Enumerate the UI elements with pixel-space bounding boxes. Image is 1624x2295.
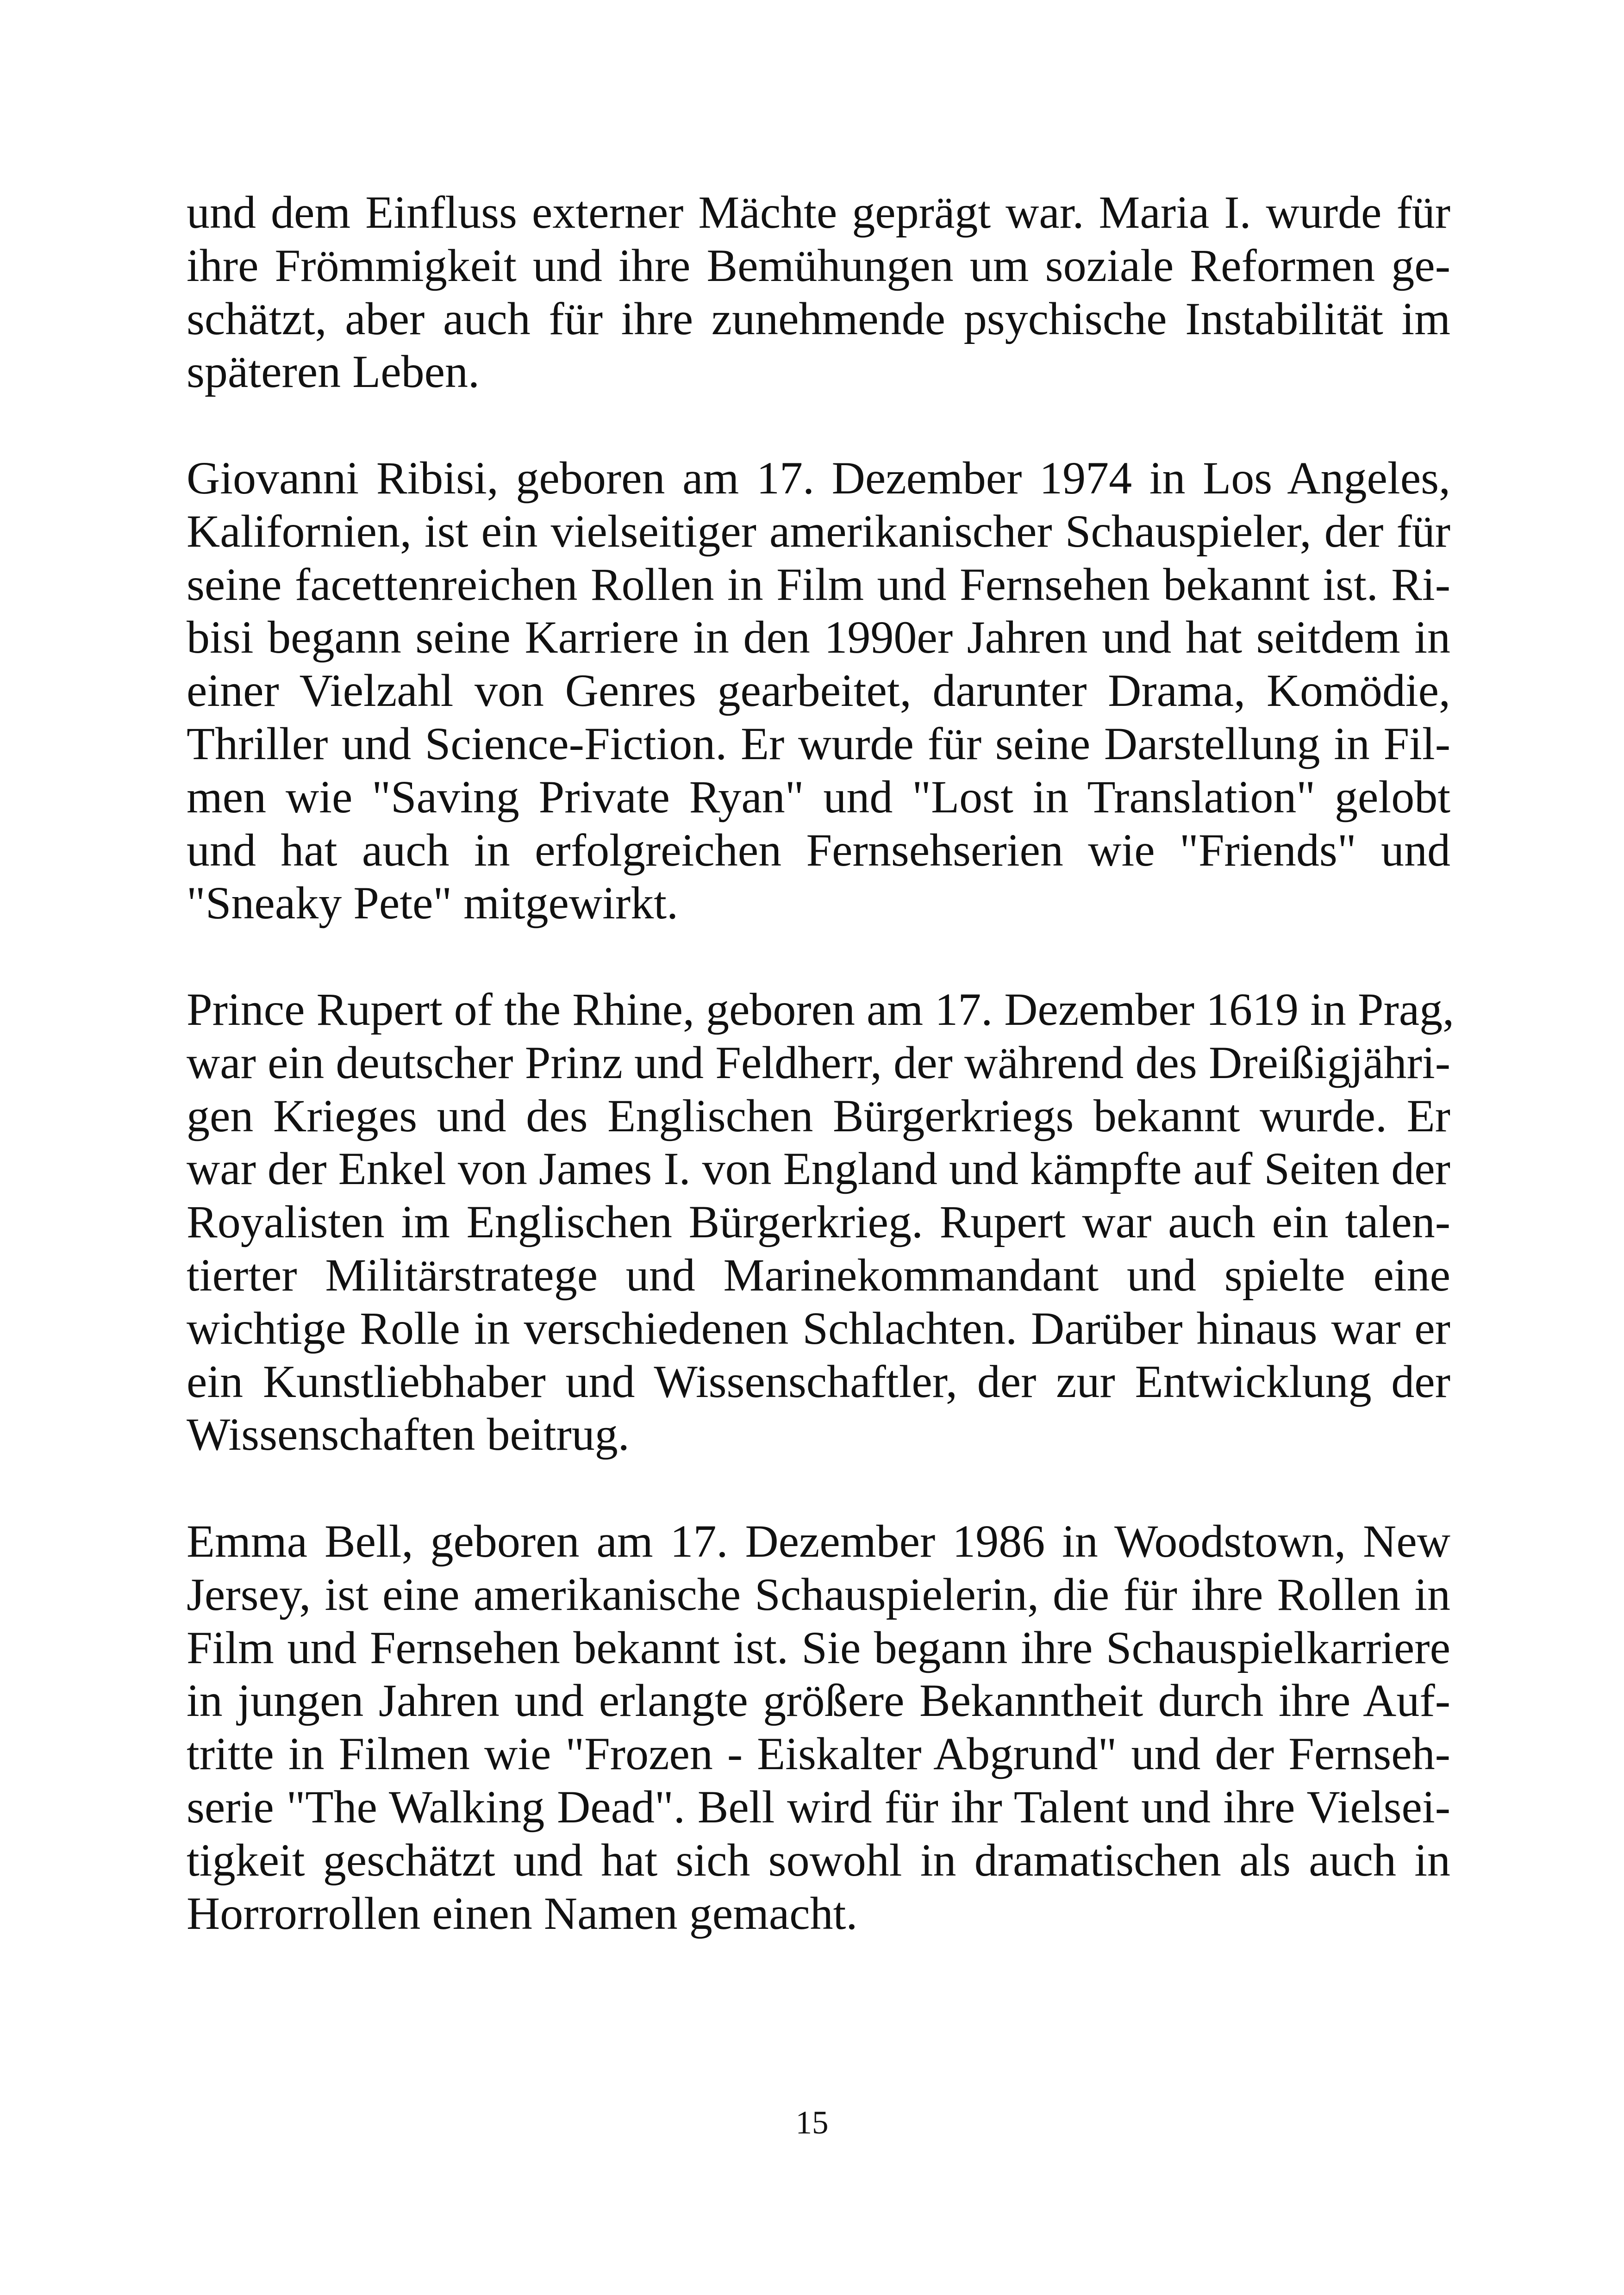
text-line: men wie "Saving Private Ryan" und "Lost in Translation" gelobt — [187, 771, 1450, 823]
text-line: Giovanni Ribisi, geboren am 17. Dezember 1974 in Los Angeles, — [187, 452, 1450, 504]
text-line: tigkeit geschätzt und hat sich sowohl in dramatischen als auch in — [187, 1834, 1450, 1886]
text-line: Emma Bell, geboren am 17. Dezember 1986 in Woodstown, New — [187, 1515, 1450, 1567]
text-line: Thriller und Science-Fiction. Er wurde für seine Darstellung in Fil- — [187, 717, 1450, 769]
text-line: gen Krieges und des Englischen Bürgerkriegs bekannt wurde. Er — [187, 1090, 1450, 1141]
paragraph-maria — [187, 186, 1450, 399]
text-line: Jersey, ist eine amerikanische Schauspielerin, die für ihre Rollen in — [187, 1568, 1450, 1620]
text-line: Royalisten im Englischen Bürgerkrieg. Rupert war auch ein talen- — [187, 1196, 1450, 1248]
text-line: bisi begann seine Karriere in den 1990er Jahren und hat seitdem in — [187, 611, 1450, 663]
text-line: in jungen Jahren und erlangte größere Bekanntheit durch ihre Auf- — [187, 1675, 1450, 1727]
paragraph-emma-bell — [187, 1515, 1450, 1940]
text-line: schätzt, aber auch für ihre zunehmende psychische Instabilität im — [187, 293, 1450, 344]
text-line: Prince Rupert of the Rhine, geboren am 17. Dezember 1619 in Prag, — [187, 984, 1455, 1035]
page-number: 15 — [795, 2105, 829, 2141]
text-line: war der Enkel von James I. von England und kämpfte auf Seiten der — [187, 1143, 1450, 1195]
text-line: Film und Fernsehen bekannt ist. Sie begann ihre Schauspielkarriere — [187, 1621, 1450, 1673]
text-line: Horrorrollen einen Namen gemacht. — [187, 1887, 858, 1939]
text-line: Wissenschaften beitrug. — [187, 1409, 630, 1460]
text-line: Kalifornien, ist ein vielseitiger amerikanischer Schauspieler, der für — [187, 505, 1450, 557]
text-line: einer Vielzahl von Genres gearbeitet, darunter Drama, Komödie, — [187, 665, 1450, 717]
text-line: tritte in Filmen wie "Frozen - Eiskalter Abgrund" und der Fernseh- — [187, 1728, 1450, 1780]
text-line: ein Kunstliebhaber und Wissenschaftler, der zur Entwicklung der — [187, 1355, 1450, 1407]
text-line: tierter Militärstratege und Marinekommandant und spielte eine — [187, 1249, 1450, 1301]
text-line: wichtige Rolle in verschiedenen Schlachten. Darüber hinaus war er — [187, 1302, 1450, 1354]
paragraph-prince-rupert — [187, 983, 1455, 1461]
paragraph-giovanni-ribisi — [187, 452, 1450, 930]
text-line: und hat auch in erfolgreichen Fernsehserien wie "Friends" und — [187, 824, 1450, 876]
text-line: war ein deutscher Prinz und Feldherr, der während des Dreißigjähri- — [187, 1036, 1450, 1088]
text-line: ihre Frömmigkeit und ihre Bemühungen um soziale Reformen ge- — [187, 239, 1450, 291]
text-line: serie "The Walking Dead". Bell wird für ihr Talent und ihre Vielsei- — [187, 1781, 1450, 1833]
text-line: späteren Leben. — [187, 346, 480, 398]
text-line: "Sneaky Pete" mitgewirkt. — [187, 877, 679, 929]
text-line: und dem Einfluss externer Mächte geprägt war. Maria I. wurde für — [187, 187, 1450, 238]
text-line: seine facettenreichen Rollen in Film und Fernsehen bekannt ist. Ri- — [187, 558, 1450, 610]
